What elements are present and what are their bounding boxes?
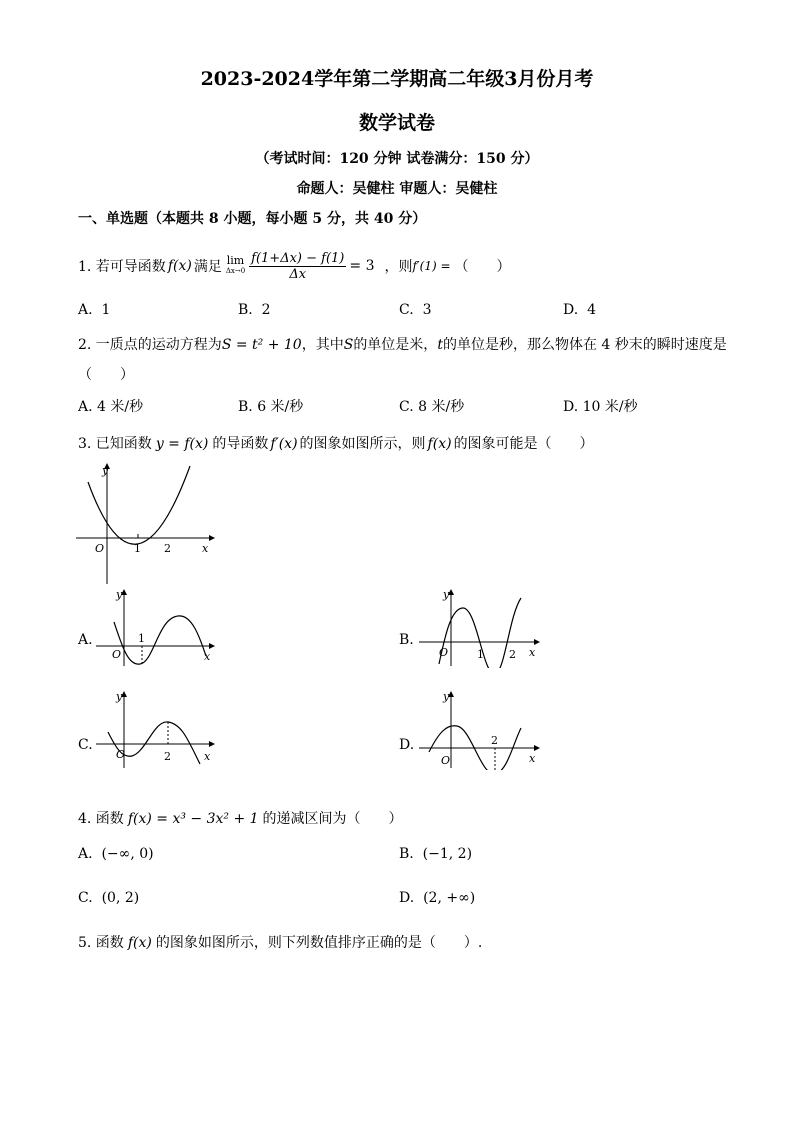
q1-prefix: 1. 若可导函数: [78, 259, 166, 275]
q3-option-c-label[interactable]: C.: [78, 737, 93, 753]
tick-1: 1: [134, 542, 141, 555]
svg-text:y: y: [443, 690, 450, 703]
svg-text:1: 1: [477, 648, 484, 661]
q1-option-c[interactable]: C. 3: [399, 302, 432, 318]
exam-subject: 数学试卷: [358, 112, 435, 134]
svg-text:y: y: [116, 690, 123, 703]
q2-option-b[interactable]: B. 6 米/秒: [238, 399, 304, 415]
section-heading: 一、单选题（本题共 8 小题，每小题 5 分，共 40 分）: [78, 211, 427, 227]
q1-suffix: ，则: [384, 259, 413, 275]
q2-option-c[interactable]: C. 8 米/秒: [399, 399, 465, 415]
q4-option-b[interactable]: B. (−1, 2): [399, 846, 473, 862]
exam-info: （考试时间：120 分钟 试卷满分：150 分）: [255, 151, 539, 167]
svg-text:O: O: [439, 646, 449, 659]
q3-option-d-label[interactable]: D.: [399, 737, 415, 753]
q1-option-a[interactable]: A. 1: [78, 302, 111, 318]
svg-text:O: O: [112, 648, 122, 661]
q2-blank: （ ）: [78, 367, 134, 383]
q3-derivative-graph: [74, 460, 224, 588]
q1-option-b[interactable]: B. 2: [238, 302, 271, 318]
q4-option-a[interactable]: A. (−∞, 0): [78, 846, 154, 862]
q2-equation: S = t² + 10: [221, 337, 302, 353]
q1-blank: （ ）: [454, 259, 511, 275]
derivative-curve: [88, 466, 190, 544]
svg-text:x: x: [529, 752, 536, 765]
exam-authors: 命题人：吴健柱 审题人：吴健柱: [296, 181, 498, 197]
q2-option-a[interactable]: A. 4 米/秒: [78, 399, 144, 415]
q1-func: f(x): [167, 258, 192, 274]
q2-option-d[interactable]: D. 10 米/秒: [563, 399, 638, 415]
svg-text:x: x: [204, 650, 211, 663]
q4-option-c[interactable]: C. (0, 2): [78, 890, 140, 906]
q3-option-c-graph[interactable]: [92, 688, 222, 770]
q1-equals: = 3: [349, 258, 375, 274]
svg-text:O: O: [441, 754, 451, 767]
q3-option-b-label[interactable]: B.: [399, 632, 414, 648]
question-4: 4. 函数 f(x) = x³ − 3x² + 1 的递减区间为（ ）: [78, 811, 403, 827]
svg-text:x: x: [204, 750, 211, 763]
question-3: 3. 已知函数 y = f(x) 的导函数 f′(x) 的图象如图所示，则 f(x) 的图象可能是（ ）: [78, 436, 594, 452]
q1-numerator: f(1+Δx) − f(1): [251, 250, 345, 266]
q1-denominator: Δx: [289, 266, 307, 282]
q1-limit: lim Δx→0: [225, 254, 246, 275]
q3-option-a-label[interactable]: A.: [78, 632, 93, 648]
exam-title: 2023-2024学年第二学期高二年级3月份月考: [200, 68, 594, 90]
q3-option-d-graph[interactable]: [415, 688, 545, 770]
svg-text:O: O: [116, 748, 126, 761]
svg-text:y: y: [116, 588, 123, 601]
svg-text:y: y: [443, 588, 450, 601]
svg-text:2: 2: [164, 750, 171, 763]
tick-2: 2: [164, 542, 171, 555]
x-label: x: [202, 542, 209, 555]
question-1: [78, 244, 511, 288]
q4-option-d[interactable]: D. (2, +∞): [399, 890, 476, 906]
svg-text:1: 1: [138, 632, 145, 645]
svg-text:2: 2: [509, 648, 516, 661]
origin-label: O: [95, 542, 105, 555]
question-2: 2. 一质点的运动方程为S = t² + 10，其中S的单位是米，t的单位是秒，那么物体在 4 秒末的瞬时速度是: [78, 337, 727, 353]
q1-deriv: f′(1) =: [412, 259, 451, 273]
svg-text:2: 2: [491, 734, 498, 747]
q1-fraction: [249, 251, 346, 282]
q3-option-b-graph[interactable]: [415, 586, 545, 668]
q1-mid: 满足: [193, 259, 222, 275]
q1-option-d[interactable]: D. 4: [563, 302, 597, 318]
y-label: y: [102, 464, 109, 477]
q3-option-a-graph[interactable]: [92, 586, 222, 668]
question-5: 5. 函数 f(x) 的图象如图所示，则下列数值排序正确的是（ ）.: [78, 935, 483, 951]
svg-text:x: x: [529, 646, 536, 659]
